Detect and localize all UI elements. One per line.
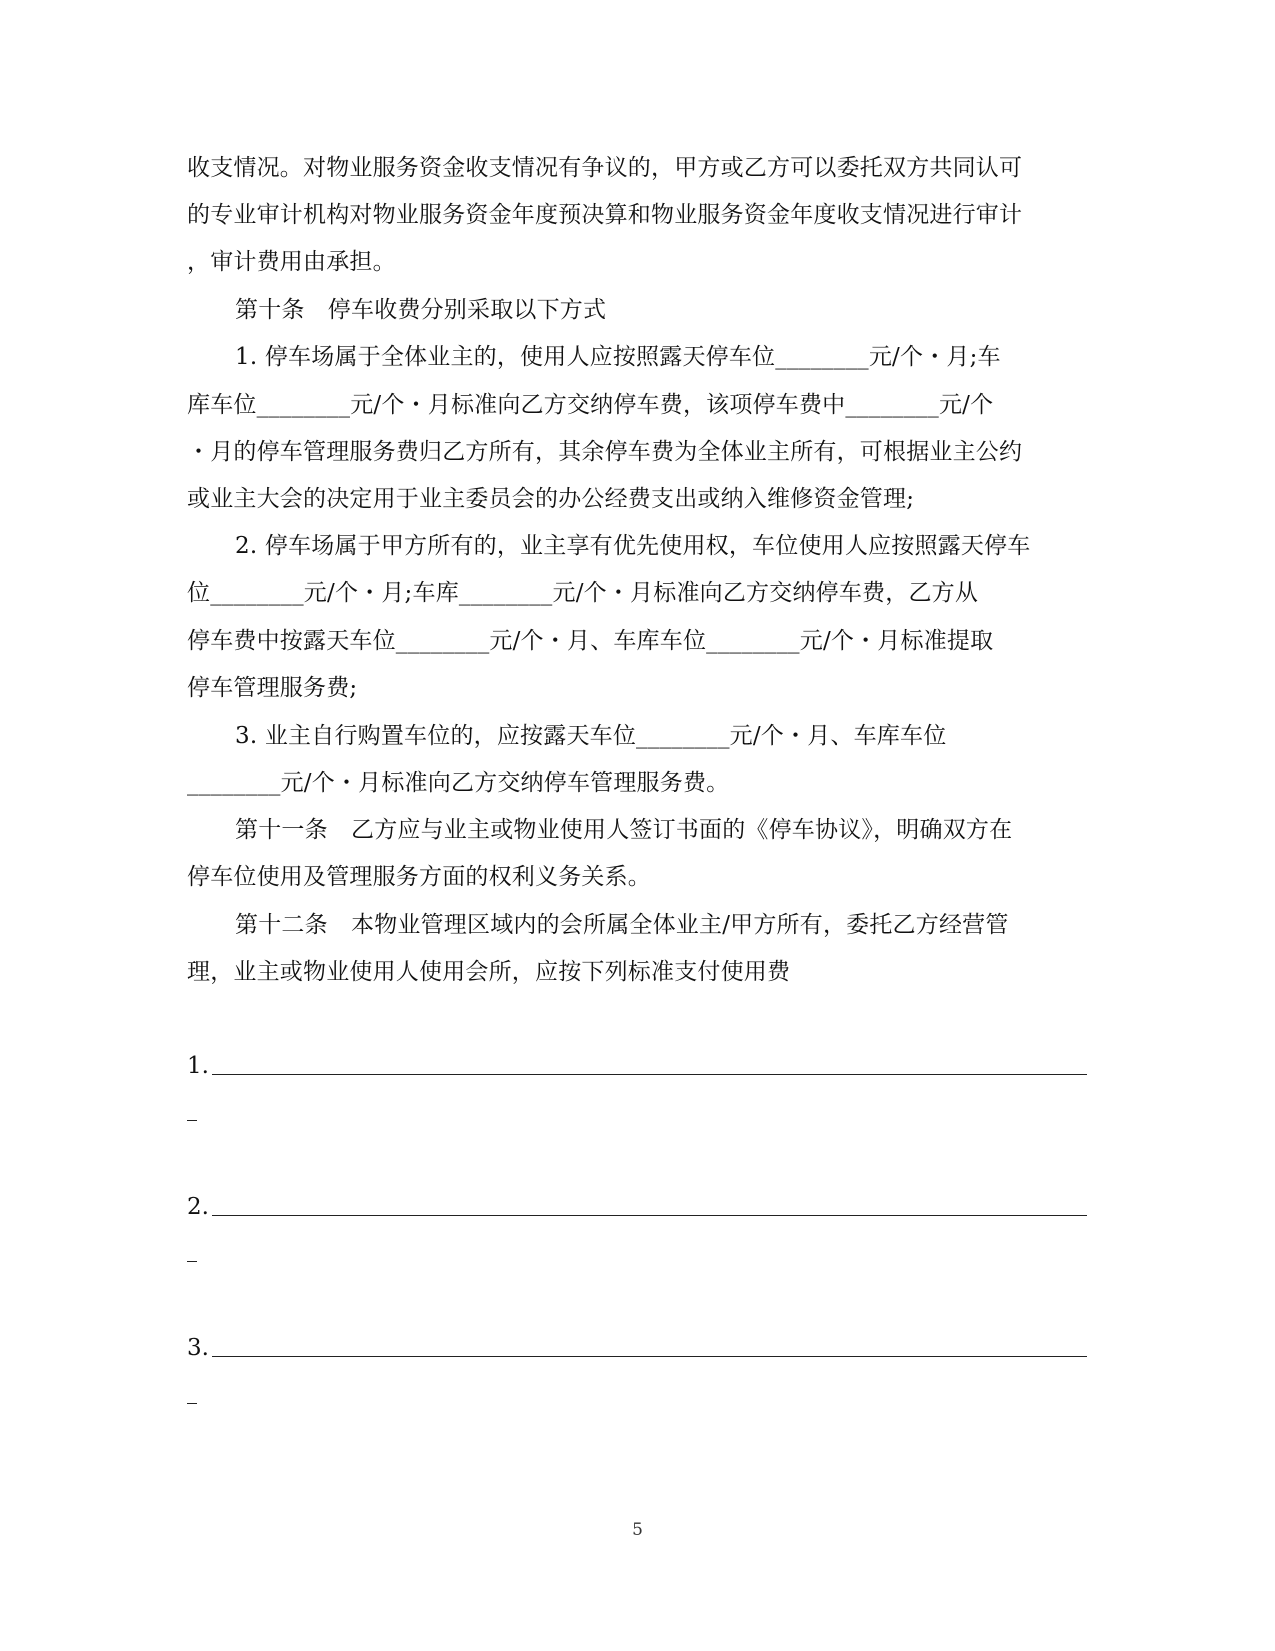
blank-item-2 (187, 1192, 1087, 1222)
paragraph-line: ・月的停车管理服务费归乙方所有，其余停车费为全体业主所有，可根据业主公约 (187, 439, 1023, 465)
paragraph-line: ________元/个・月标准向乙方交纳停车管理服务费。 (187, 770, 730, 796)
blank-item-number: 2. (187, 1194, 209, 1220)
paragraph-line: 停车位使用及管理服务方面的权利义务关系。 (187, 864, 651, 890)
paragraph-line: 库车位________元/个・月标准向乙方交纳停车费，该项停车费中________元/个 (187, 392, 994, 418)
article-12-line: 第十二条 本物业管理区域内的会所属全体业主/甲方所有，委托乙方经营管 (235, 912, 1009, 938)
paragraph-line: 或业主大会的决定用于业主委员会的办公经费支出或纳入维修资金管理; (187, 486, 915, 512)
fill-in-rule-tail (187, 1097, 197, 1127)
paragraph-line: 3. 业主自行购置车位的，应按露天车位________元/个・月、车库车位 (235, 723, 947, 749)
article-11-line: 第十一条 乙方应与业主或物业使用人签订书面的《停车协议》，明确双方在 (235, 817, 1013, 843)
paragraph-line: 1. 停车场属于全体业主的，使用人应按照露天停车位________元/个・月;车 (235, 344, 1001, 370)
fill-in-rule-tail (187, 1380, 197, 1410)
paragraph-line: 2. 停车场属于甲方所有的，业主享有优先使用权，车位使用人应按照露天停车 (235, 533, 1031, 559)
blank-item-number: 3. (187, 1335, 209, 1361)
paragraph-line: ，审计费用由承担。 (187, 249, 396, 275)
paragraph-line: 停车管理服务费; (187, 675, 358, 701)
blank-item-number: 1. (187, 1053, 209, 1079)
fill-in-rule (212, 1074, 1087, 1075)
blank-item-1 (187, 1051, 1087, 1081)
fill-in-rule (212, 1356, 1087, 1357)
page-number: 5 (632, 1520, 643, 1540)
fill-in-rule (212, 1215, 1087, 1216)
fill-in-rule-tail (187, 1238, 197, 1268)
article-10-heading: 第十条 停车收费分别采取以下方式 (235, 297, 607, 323)
paragraph-line: 的专业审计机构对物业服务资金年度预决算和物业服务资金年度收支情况进行审计 (187, 202, 1023, 228)
paragraph-line: 停车费中按露天车位________元/个・月、车库车位________元/个・月标准提取 (187, 628, 994, 654)
blank-item-3 (187, 1333, 1087, 1363)
paragraph-line: 位________元/个・月;车库________元/个・月标准向乙方交纳停车费，乙方从 (187, 580, 979, 606)
paragraph-line: 理，业主或物业使用人使用会所，应按下列标准支付使用费 (187, 959, 791, 985)
paragraph-line: 收支情况。对物业服务资金收支情况有争议的，甲方或乙方可以委托双方共同认可 (187, 155, 1023, 181)
